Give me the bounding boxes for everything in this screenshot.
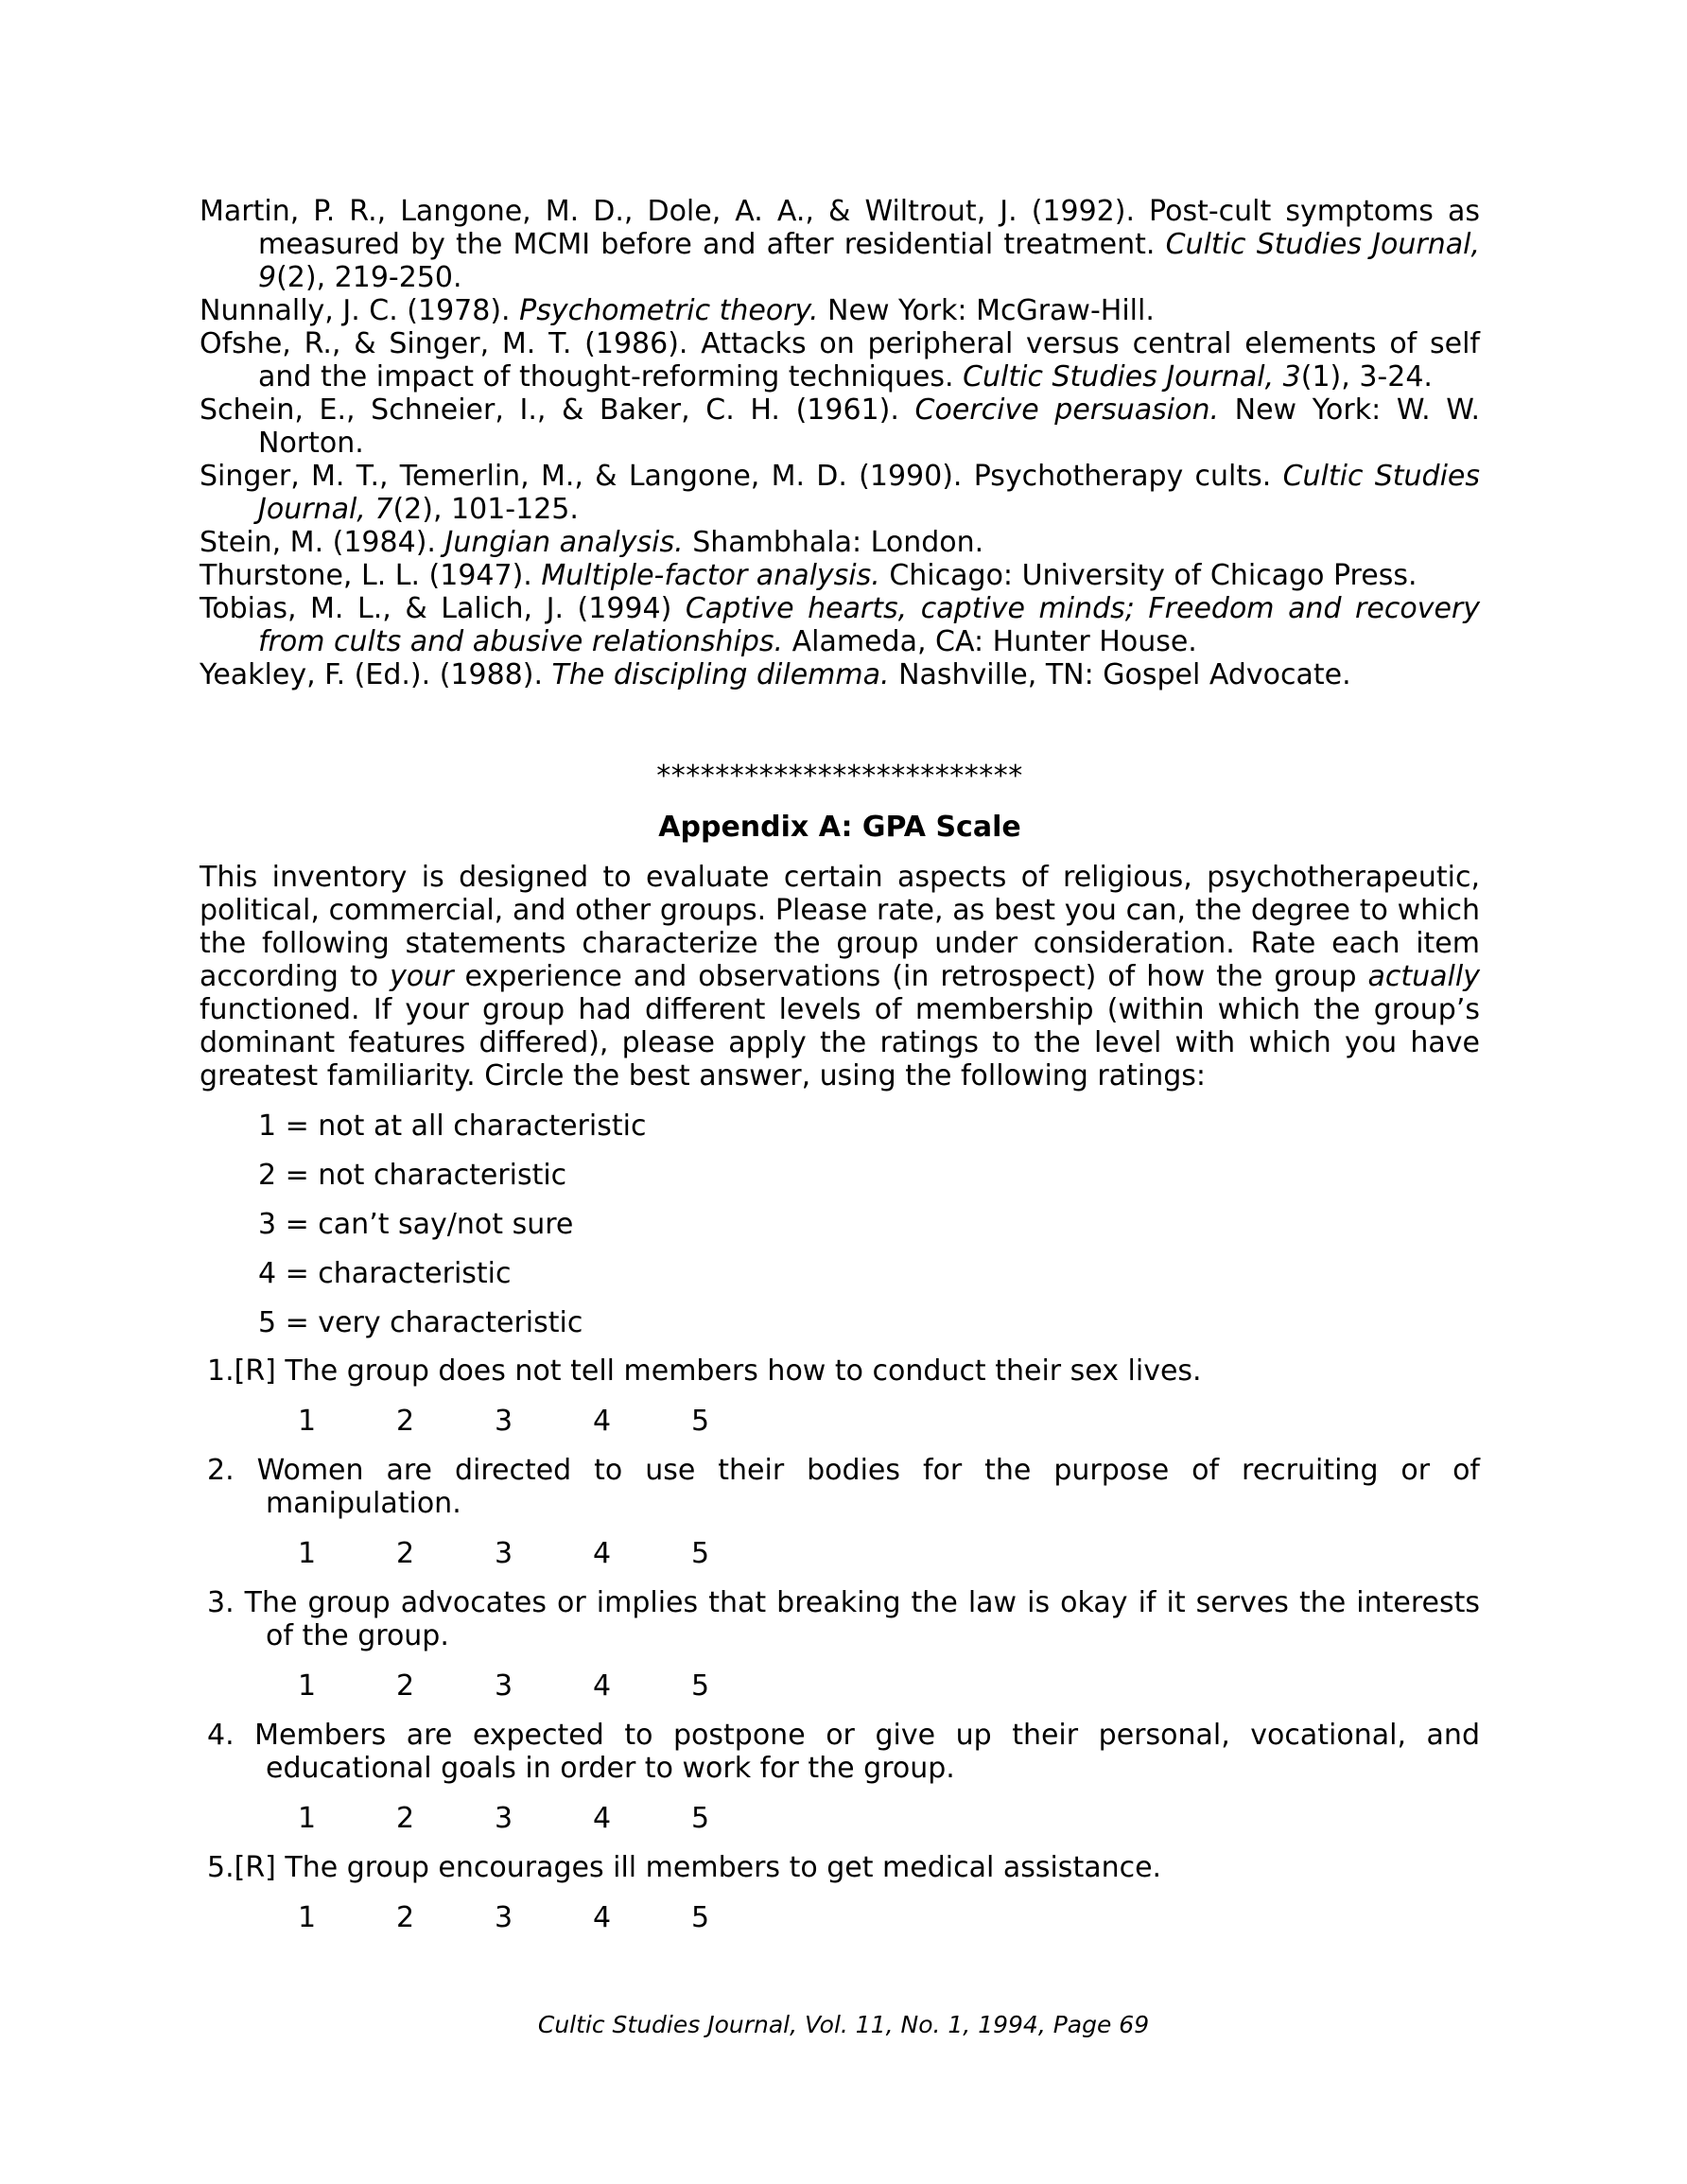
reference-entry (200, 294, 1480, 327)
reference-entry (200, 195, 1480, 294)
rating-option[interactable]: 2 (396, 1405, 415, 1438)
question-item: 1.[R] The group does not tell members how to conduct their sex lives. (207, 1354, 1202, 1388)
questionnaire-items (200, 1354, 1480, 1935)
reference-text: Nunnally, J. C. (1978). (200, 294, 520, 327)
reference-list (200, 195, 1480, 691)
question-item: 4. Members are expected to postpone or give up their personal, vocational, and educational goals in order to work for the group. (207, 1719, 1480, 1785)
rating-legend-item: 5 = very characteristic (258, 1306, 583, 1339)
rating-option[interactable]: 1 (298, 1802, 317, 1835)
reference-text: New York: McGraw-Hill. (818, 294, 1155, 327)
reference-title: Cultic Studies Journal, 9 (258, 228, 1480, 294)
reference-title: Psychometric theory. (519, 294, 819, 327)
reference-title: Cultic Studies Journal, 3 (963, 360, 1301, 393)
rating-option[interactable]: 4 (593, 1901, 612, 1934)
intro-emphasis: your (390, 960, 454, 993)
reference-title: Cultic Studies Journal, 7 (258, 460, 1480, 526)
reference-entry (200, 393, 1480, 460)
intro-text: This inventory is designed to evaluate certain aspects of religious, psychotherapeutic, political, commercial, and other groups. Please rate, as best you can, the degree to which the following statements characterize the group under consideration. Rate each item according to (200, 861, 1480, 993)
rating-option[interactable]: 5 (691, 1669, 710, 1703)
reference-title: The discipling dilemma. (551, 658, 890, 691)
reference-entry (200, 526, 1480, 559)
reference-title: Jungian analysis. (444, 526, 684, 559)
rating-option[interactable]: 5 (691, 1405, 710, 1438)
appendix-title: Appendix A: GPA Scale (658, 811, 1021, 844)
rating-option[interactable]: 1 (298, 1669, 317, 1703)
reference-entry (200, 592, 1480, 658)
reference-entry (200, 327, 1480, 393)
reference-text: Martin, P. R., Langone, M. D., Dole, A. A., & Wiltrout, J. (1992). Post-cult symptoms as measured by the MCMI before and after residential treatment. (200, 195, 1480, 261)
question-item: 2. Women are directed to use their bodies for the purpose of recruiting or of manipulation. (207, 1454, 1480, 1520)
rating-option[interactable]: 2 (396, 1901, 415, 1934)
reference-text: Schein, E., Schneier, I., & Baker, C. H. (1961). (200, 393, 915, 427)
reference-entry (200, 460, 1480, 526)
reference-title: Coercive persuasion. (914, 393, 1220, 427)
reference-text: Singer, M. T., Temerlin, M., & Langone, M. D. (1990). Psychotherapy cults. (200, 460, 1283, 493)
reference-text: (2), 101-125. (392, 493, 579, 526)
reference-title: Multiple-factor analysis. (541, 559, 880, 592)
reference-text: Nashville, TN: Gospel Advocate. (889, 658, 1351, 691)
intro-text: experience and observations (in retrospect) of how the group (453, 960, 1368, 993)
rating-option[interactable]: 5 (691, 1802, 710, 1835)
rating-option[interactable]: 4 (593, 1405, 612, 1438)
intro-emphasis: actually (1367, 960, 1480, 993)
reference-text: (1), 3-24. (1300, 360, 1433, 393)
page-footer: Cultic Studies Journal, Vol. 11, No. 1, 1994, Page 69 (537, 2011, 1150, 2038)
page-content (200, 195, 1480, 1935)
reference-text: Tobias, M. L., & Lalich, J. (1994) (200, 592, 686, 625)
rating-option[interactable]: 2 (396, 1537, 415, 1570)
rating-legend-item: 2 = not characteristic (258, 1159, 567, 1192)
reference-entry (200, 658, 1480, 691)
rating-scale (200, 1802, 1480, 1836)
reference-text: Thurstone, L. L. (1947). (200, 559, 542, 592)
rating-option[interactable]: 1 (298, 1537, 317, 1570)
rating-legend-item: 4 = characteristic (258, 1257, 512, 1290)
rating-option[interactable]: 4 (593, 1802, 612, 1835)
rating-option[interactable]: 3 (495, 1802, 513, 1835)
section-separator: ************************* (656, 760, 1023, 793)
rating-option[interactable]: 3 (495, 1537, 513, 1570)
rating-scale (200, 1405, 1480, 1439)
rating-legend (200, 1109, 1480, 1339)
reference-text: Yeakley, F. (Ed.). (1988). (200, 658, 552, 691)
reference-title: Captive hearts, captive minds; Freedom and recovery from cults and abusive relationships. (258, 592, 1480, 658)
rating-option[interactable]: 5 (691, 1901, 710, 1934)
rating-option[interactable]: 4 (593, 1669, 612, 1703)
rating-option[interactable]: 2 (396, 1669, 415, 1703)
question-item: 5.[R] The group encourages ill members to get medical assistance. (207, 1851, 1162, 1884)
reference-text: (2), 219-250. (276, 261, 462, 294)
appendix-intro (200, 861, 1480, 1092)
reference-text: Ofshe, R., & Singer, M. T. (1986). Attacks on peripheral versus central elements of self and the impact of thought-reforming techniques. (200, 327, 1480, 393)
reference-text: Shambhala: London. (683, 526, 984, 559)
intro-text: functioned. If your group had different levels of membership (within which the group’s dominant features differed), please apply the ratings to the level with which you have greatest familiarity. Circle the best answer, using the following ratings: (200, 993, 1480, 1092)
rating-option[interactable]: 3 (495, 1669, 513, 1703)
reference-text: Chicago: University of Chicago Press. (879, 559, 1417, 592)
rating-option[interactable]: 3 (495, 1901, 513, 1934)
rating-option[interactable]: 3 (495, 1405, 513, 1438)
rating-scale (200, 1901, 1480, 1935)
rating-option[interactable]: 1 (298, 1405, 317, 1438)
reference-text: Stein, M. (1984). (200, 526, 445, 559)
reference-text: Alameda, CA: Hunter House. (783, 625, 1197, 658)
rating-legend-item: 1 = not at all characteristic (258, 1109, 647, 1143)
rating-option[interactable]: 2 (396, 1802, 415, 1835)
reference-entry (200, 559, 1480, 592)
rating-scale (200, 1537, 1480, 1571)
rating-option[interactable]: 5 (691, 1537, 710, 1570)
rating-option[interactable]: 1 (298, 1901, 317, 1934)
rating-scale (200, 1669, 1480, 1704)
rating-option[interactable]: 4 (593, 1537, 612, 1570)
rating-legend-item: 3 = can’t say/not sure (258, 1208, 574, 1241)
reference-text: New York: W. W. Norton. (258, 393, 1480, 460)
question-item: 3. The group advocates or implies that breaking the law is okay if it serves the interests of the group. (207, 1586, 1480, 1652)
